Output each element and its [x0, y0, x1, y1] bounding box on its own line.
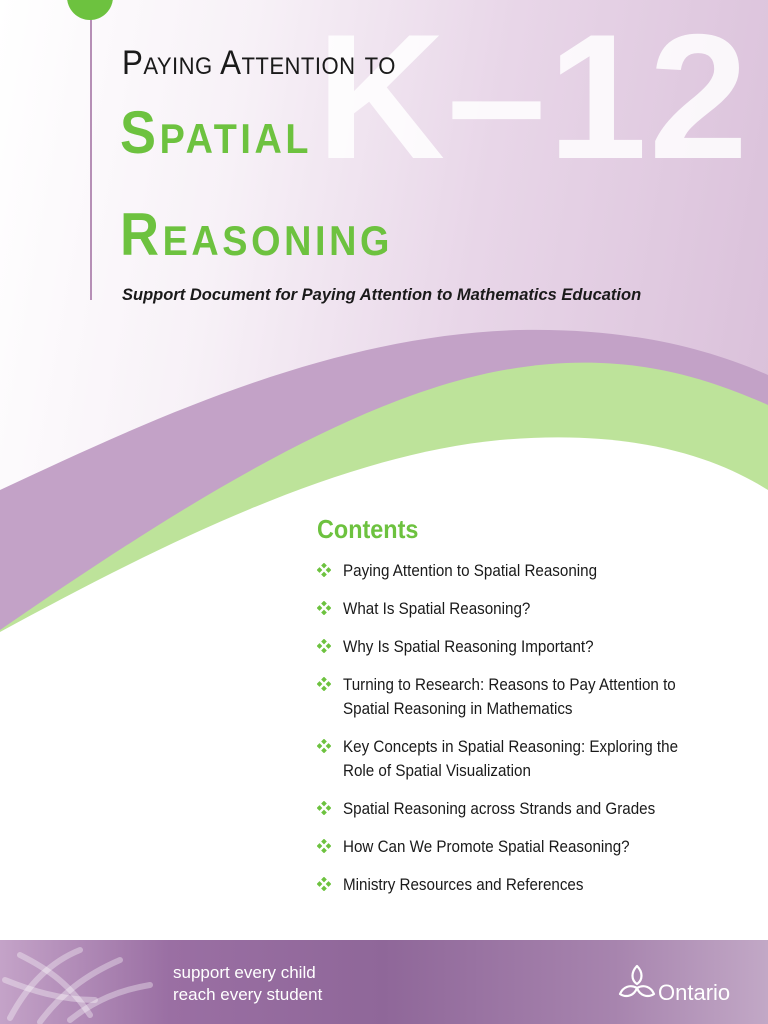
diamond-bullet-icon — [317, 739, 331, 753]
contents-item — [317, 797, 717, 821]
diamond-bullet-icon — [317, 839, 331, 853]
ontario-wordmark: Ontario — [658, 980, 731, 1005]
slogan-line-1: support every child — [173, 963, 316, 982]
contents-item — [317, 873, 717, 897]
title-rule — [90, 10, 92, 300]
contents-item — [317, 597, 717, 621]
contents-item — [317, 673, 717, 721]
contents-item — [317, 635, 717, 659]
contents-heading: Contents — [317, 514, 419, 544]
subtitle: Support Document for Paying Attention to Mathematics Education — [122, 286, 642, 304]
contents-item-label: Paying Attention to Spatial Reasoning — [343, 562, 598, 580]
slogan-line-2: reach every student — [173, 985, 323, 1004]
contents-item-label: Spatial Reasoning across Strands and Grades — [343, 800, 656, 818]
footer-band — [0, 940, 768, 1024]
diamond-bullet-icon — [317, 601, 331, 615]
diamond-bullet-icon — [317, 677, 331, 691]
contents-item — [317, 735, 717, 783]
trillium-icon — [614, 960, 660, 1006]
footer-slogan — [173, 962, 322, 1006]
contents-item-label: How Can We Promote Spatial Reasoning? — [343, 838, 630, 856]
contents-item-label: Key Concepts in Spatial Reasoning: Exploring the Role of Spatial Visualization — [343, 738, 679, 780]
diamond-bullet-icon — [317, 563, 331, 577]
ontario-logo — [614, 960, 754, 1008]
contents-item — [317, 835, 717, 859]
contents-item-label: Ministry Resources and References — [343, 876, 584, 894]
diamond-bullet-icon — [317, 801, 331, 815]
title-line-2: Reasoning — [120, 201, 394, 268]
contents-item — [317, 559, 717, 583]
contents-item-label: What Is Spatial Reasoning? — [343, 600, 531, 618]
contents-item-label: Why Is Spatial Reasoning Important? — [343, 638, 594, 656]
grade-watermark: K–12 — [316, 0, 750, 196]
contents-list — [317, 559, 717, 897]
contents-section — [317, 514, 717, 911]
footer-swirl-decoration — [0, 940, 170, 1024]
diamond-bullet-icon — [317, 639, 331, 653]
title-line-1: Spatial — [120, 99, 313, 166]
pre-title: Paying Attention to — [122, 44, 396, 82]
diamond-bullet-icon — [317, 877, 331, 891]
contents-item-label: Turning to Research: Reasons to Pay Attention to Spatial Reasoning in Mathematics — [343, 676, 676, 718]
